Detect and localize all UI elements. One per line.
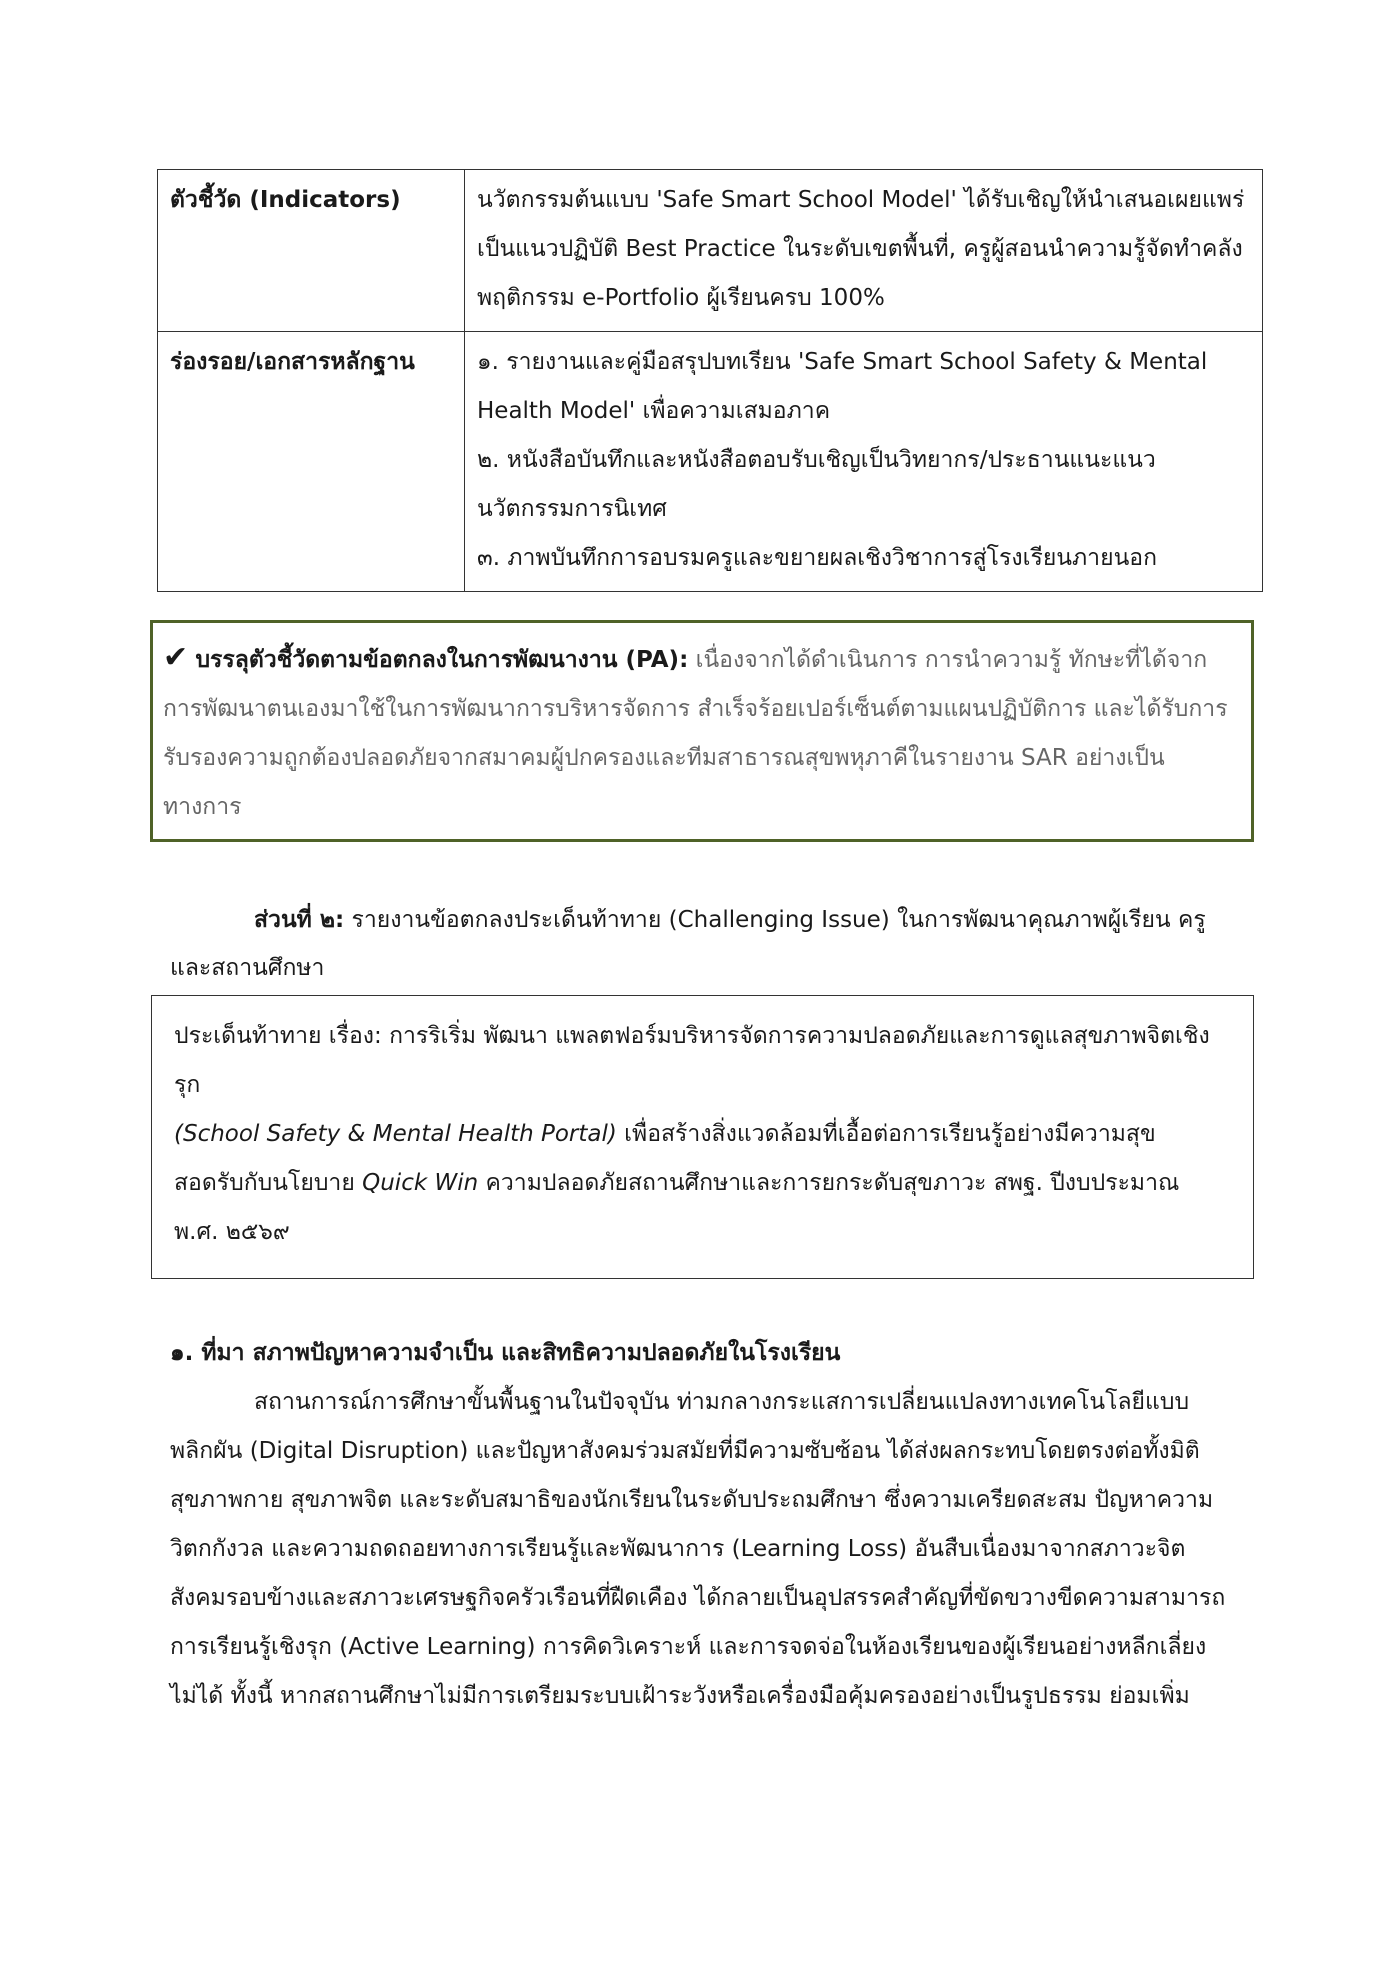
pa-heading: บรรลุตัวชี้วัดตามข้อตกลงในการพัฒนางาน (PA):: [195, 647, 689, 673]
policy-name: Quick Win: [362, 1170, 479, 1196]
text-line: การเรียนรู้เชิงรุก (Active Learning) การคิดวิเคราะห์ และการจดจ่อในห้องเรียนของผู้เรียนอย่างหลีกเลี่ยง: [170, 1634, 1207, 1660]
text-line: พลิกผัน (Digital Disruption) และปัญหาสังคมร่วมสมัยที่มีความซับซ้อน ได้ส่งผลกระทบโดยตรงต่อทั้งมิติ: [170, 1438, 1200, 1464]
row-label-indicators: ตัวชี้วัด (Indicators): [158, 170, 465, 332]
text-line: การพัฒนาตนเองมาใช้ในการพัฒนาการบริหารจัดการ สำเร็จร้อยเปอร์เซ็นต์ตามแผนปฏิบัติการ และได้รับการ: [163, 696, 1228, 722]
text-line: นวัตกรรมต้นแบบ 'Safe Smart School Model' ได้รับเชิญให้นำเสนอเผยแพร่: [477, 187, 1245, 213]
part2-first-line: [170, 896, 1250, 944]
row-content-evidence: [465, 332, 1263, 592]
text-line: [174, 1159, 1233, 1208]
text-span: ความปลอดภัยสถานศึกษาและการยกระดับสุขภาวะ สพฐ. ปีงบประมาณ: [478, 1170, 1180, 1196]
text-line: สังคมรอบข้างและสภาวะเศรษฐกิจครัวเรือนที่ฝืดเคือง ได้กลายเป็นอุปสรรคสำคัญที่ขัดขวางขีดความสามารถ: [170, 1585, 1226, 1611]
challenge-issue-box: [151, 995, 1254, 1279]
table-row: [158, 332, 1263, 592]
text-span: สอดรับกับนโยบาย: [174, 1170, 363, 1196]
section-1-heading: ๑. ที่มา สภาพปัญหาความจำเป็น และสิทธิความปลอดภัยในโรงเรียน: [170, 1340, 841, 1366]
text-span: เพื่อสร้างสิ่งแวดล้อมที่เอื้อต่อการเรียนรู้อย่างมีความสุข: [616, 1121, 1156, 1147]
text-line: ๓. ภาพบันทึกการอบรมครูและขยายผลเชิงวิชาการสู่โรงเรียนภายนอก: [477, 545, 1158, 571]
section-1: [170, 1329, 1260, 1721]
row-label-evidence: ร่องรอย/เอกสารหลักฐาน: [158, 332, 465, 592]
text-line: รับรองความถูกต้องปลอดภัยจากสมาคมผู้ปกครองและทีมสาธารณสุขพหุภาคีในรายงาน SAR อย่างเป็น: [163, 745, 1165, 771]
text-line: ไม่ได้ ทั้งนี้ หากสถานศึกษาไม่มีการเตรียมระบบเฝ้าระวังหรือเครื่องมือคุ้มครองอย่างเป็นรูปธรรม ย่อมเพิ่ม: [170, 1683, 1190, 1709]
pa-first-line: [163, 633, 1241, 685]
text-line: เป็นแนวปฏิบัติ Best Practice ในระดับเขตพื้นที่, ครูผู้สอนนำความรู้จัดทำคลัง: [477, 236, 1243, 262]
text-line: ๑. รายงานและคู่มือสรุปบทเรียน 'Safe Smart School Safety & Mental: [477, 349, 1208, 375]
text-line: วิตกกังวล และความถดถอยทางการเรียนรู้และพัฒนาการ (Learning Loss) อันสืบเนื่องมาจากสภาวะจิต: [170, 1536, 1186, 1562]
text-line: พฤติกรรม e-Portfolio ผู้เรียนครบ 100%: [477, 285, 885, 311]
part2-text: รายงานข้อตกลงประเด็นท้าทาย (Challenging Issue) ในการพัฒนาคุณภาพผู้เรียน ครู: [344, 907, 1206, 933]
text-line: สุขภาพกาย สุขภาพจิต และระดับสมาธิของนักเรียนในระดับประถมศึกษา ซึ่งความเครียดสะสม ปัญหาความ: [170, 1487, 1214, 1513]
table-row: [158, 170, 1263, 332]
text-line: พ.ศ. ๒๕๖๙: [174, 1219, 290, 1245]
text-line: ประเด็นท้าทาย เรื่อง: การริเริ่ม พัฒนา แพลตฟอร์มบริหารจัดการความปลอดภัยและการดูแลสุขภาพจิตเชิง: [174, 1023, 1210, 1049]
part2-label: ส่วนที่ ๒:: [254, 907, 345, 933]
text-line: Health Model' เพื่อความเสมอภาค: [477, 398, 831, 424]
row-content-indicators: [465, 170, 1263, 332]
text-line: ทางการ: [163, 794, 242, 820]
text-line: [174, 1110, 1233, 1159]
portal-name: (School Safety & Mental Health Portal): [174, 1121, 617, 1147]
pa-text: เนื่องจากได้ดำเนินการ การนำความรู้ ทักษะที่ได้จาก: [688, 647, 1208, 673]
part2-heading: [170, 896, 1250, 992]
text-line: สถานการณ์การศึกษาขั้นพื้นฐานในปัจจุบัน ท่ามกลางกระแสการเปลี่ยนแปลงทางเทคโนโลยีแบบ: [254, 1389, 1190, 1415]
text-line: ๒. หนังสือบันทึกและหนังสือตอบรับเชิญเป็นวิทยากร/ประธานแนะแนว: [477, 447, 1156, 473]
text-line: นวัตกรรมการนิเทศ: [477, 496, 667, 522]
text-line: รุก: [174, 1072, 201, 1098]
part2-second-line: และสถานศึกษา: [170, 955, 325, 981]
checkmark-icon: ✔: [163, 640, 189, 675]
pa-achievement-box: [150, 620, 1254, 842]
indicators-table: [157, 169, 1263, 592]
